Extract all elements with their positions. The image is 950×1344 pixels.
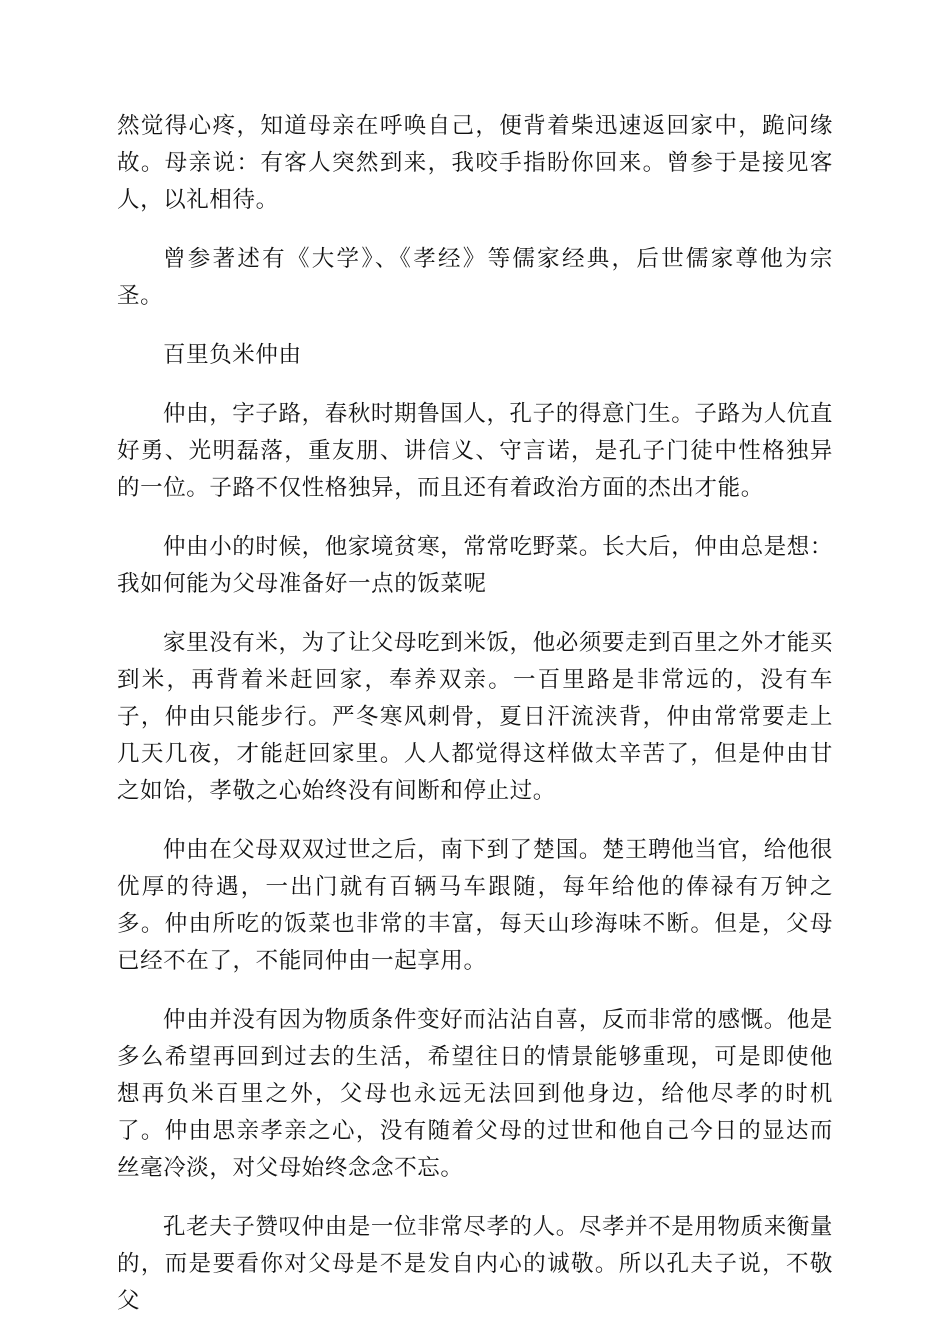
paragraph-8: 孔老夫子赞叹仲由是一位非常尽孝的人。尽孝并不是用物质来衡量的，而是要看你对父母是不是发自内心的诚敬。所以孔夫子说，不敬父 [117,1214,833,1314]
section-heading: 百里负米仲由 [163,342,302,368]
paragraph-2: 曾参著述有《大学》、《孝经》等儒家经典，后世儒家尊他为宗圣。 [117,246,833,309]
paragraph-3: 仲由，字子路，春秋时期鲁国人，孔子的得意门生。子路为人伉直好勇、光明磊落，重友朋、讲信义、守言诺，是孔子门徒中性格独异的一位。子路不仅性格独异，而且还有着政治方面的杰出才能。 [117,401,833,501]
document-page [117,108,833,1342]
paragraph-1: 然觉得心疼，知道母亲在呼唤自己，便背着柴迅速返回家中，跪问缘故。母亲说：有客人突然到来，我咬手指盼你回来。曾参于是接见客人，以礼相待。 [117,113,833,213]
paragraph-4: 仲由小的时候，他家境贫寒，常常吃野菜。长大后，仲由总是想：我如何能为父母准备好一点的饭菜呢 [117,534,833,597]
paragraph-7: 仲由并没有因为物质条件变好而沾沾自喜，反而非常的感慨。他是多么希望再回到过去的生活，希望往日的情景能够重现，可是即使他想再负米百里之外，父母也永远无法回到他身边，给他尽孝的时机了。仲由思亲孝亲之心，没有随着父母的过世和他自己今日的显达而丝毫冷淡，对父母始终念念不忘。 [117,1007,833,1181]
paragraph-5: 家里没有米，为了让父母吃到米饭，他必须要走到百里之外才能买到米，再背着米赶回家，奉养双亲。一百里路是非常远的，没有车子，仲由只能步行。严冬寒风刺骨，夏日汗流浃背，仲由常常要走上几天几夜，才能赶回家里。人人都觉得这样做太辛苦了，但是仲由甘之如饴，孝敬之心始终没有间断和停止过。 [117,630,833,804]
paragraph-6: 仲由在父母双双过世之后，南下到了楚国。楚王聘他当官，给他很优厚的待遇，一出门就有百辆马车跟随，每年给他的俸禄有万钟之多。仲由所吃的饭菜也非常的丰富，每天山珍海味不断。但是，父母已经不在了，不能同仲由一起享用。 [117,837,833,974]
